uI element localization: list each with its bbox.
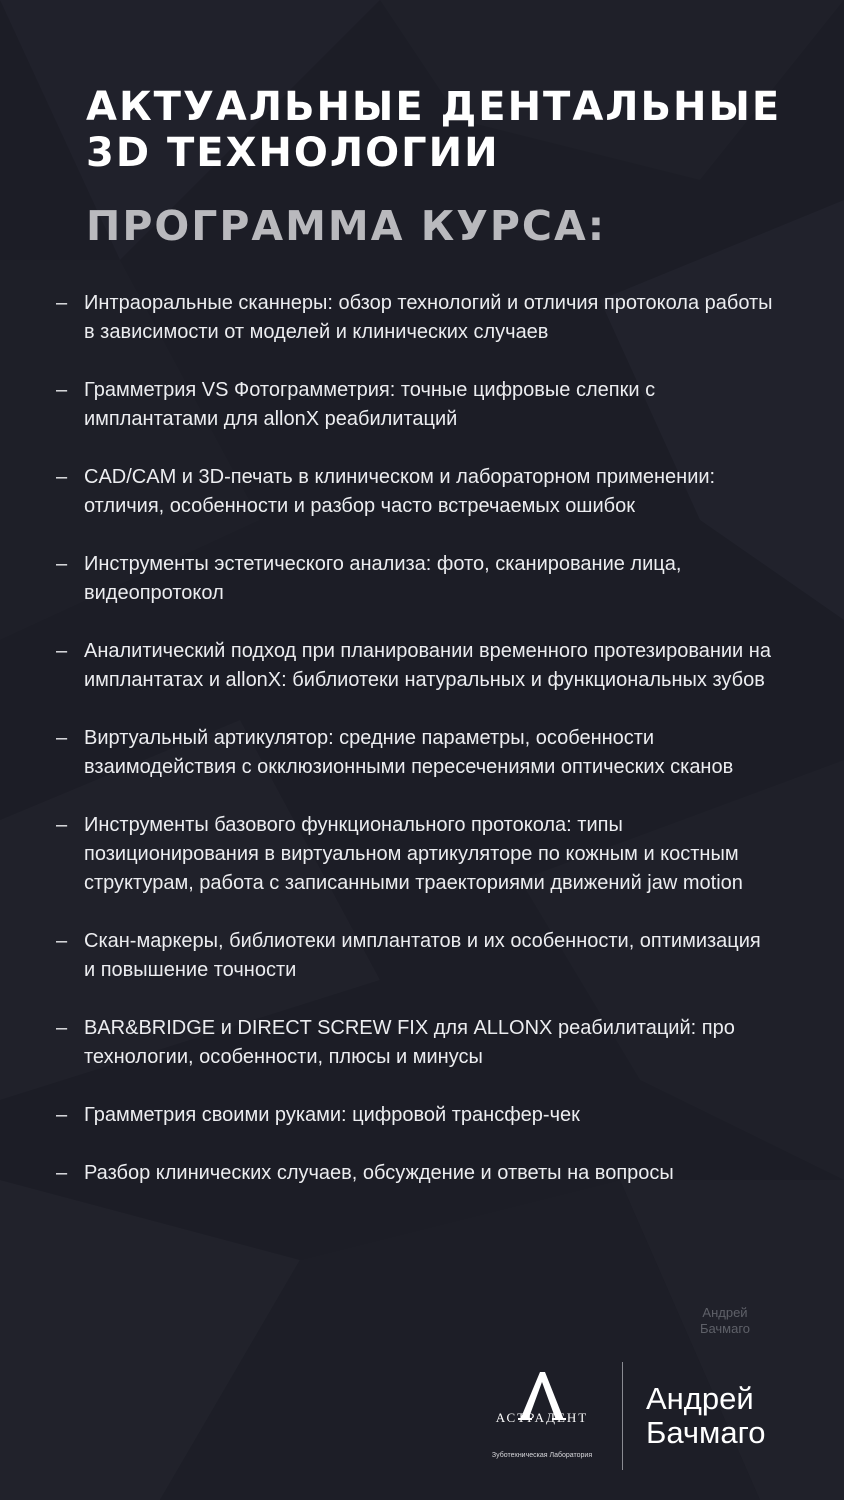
- program-item-5: [56, 637, 776, 695]
- dash-bullet: –: [56, 379, 68, 401]
- logo-tagline: Зуботехническая Лаборатория: [491, 1452, 593, 1459]
- program-item-text: Интраоральные сканнеры: обзор технологий и отличия протокола работы в зависимости от моделей и клинических случаев: [84, 292, 773, 343]
- course-title: [86, 84, 786, 176]
- dash-bullet: –: [56, 1017, 68, 1039]
- author-first-name: Андрей: [646, 1381, 754, 1416]
- program-item-11: [56, 1159, 776, 1188]
- program-item-text: Инструменты эстетического анализа: фото, сканирование лица, видеопротокол: [84, 553, 682, 604]
- program-item-3: [56, 463, 776, 521]
- program-item-text: BAR&BRIDGE и DIRECT SCREW FIX для ALLONX реабилитаций: про технологии, особенности, плюсы и минусы: [84, 1017, 735, 1068]
- program-item-6: [56, 724, 776, 782]
- author-name: [646, 1382, 765, 1450]
- astradent-logo: [486, 1370, 598, 1464]
- program-list: [56, 289, 776, 1217]
- program-item-text: Грамметрия VS Фотограмметрия: точные цифровые слепки с имплантатами для allonX реабилитаций: [84, 379, 656, 430]
- dash-bullet: –: [56, 553, 68, 575]
- footer-divider: [622, 1362, 623, 1470]
- watermark-line2: Бачмаго: [699, 1321, 751, 1336]
- program-item-9: [56, 1014, 776, 1072]
- program-item-7: [56, 811, 776, 898]
- program-item-text: Виртуальный артикулятор: средние параметры, особенности взаимодействия с окклюзионными пересечениями оптических сканов: [84, 727, 734, 778]
- dash-bullet: –: [56, 640, 68, 662]
- dash-bullet: –: [56, 1104, 68, 1126]
- watermark-line1: Андрей: [702, 1305, 748, 1320]
- course-title-line2: 3D ТЕХНОЛОГИИ: [86, 130, 500, 176]
- program-item-text: Грамметрия своими руками: цифровой трансфер-чек: [84, 1104, 580, 1126]
- author-watermark: [690, 1305, 760, 1337]
- dash-bullet: –: [56, 292, 68, 314]
- dash-bullet: –: [56, 930, 68, 952]
- dash-bullet: –: [56, 1162, 68, 1184]
- program-heading: ПРОГРАММА КУРСА:: [86, 202, 607, 250]
- dash-bullet: –: [56, 814, 68, 836]
- program-item-2: [56, 376, 776, 434]
- dash-bullet: –: [56, 727, 68, 749]
- logo-name: АСТРАДЕНТ: [495, 1410, 589, 1425]
- program-item-10: [56, 1101, 776, 1130]
- footer-branding: [486, 1362, 806, 1472]
- program-item-text: Аналитический подход при планировании временного протезировании на имплантатах и allonX: библиотеки натуральных и функциональных зубов: [84, 640, 771, 691]
- program-item-text: Разбор клинических случаев, обсуждение и ответы на вопросы: [84, 1162, 674, 1184]
- program-item-1: [56, 289, 776, 347]
- author-last-name: Бачмаго: [646, 1415, 766, 1450]
- program-item-text: CAD/CAM и 3D-печать в клиническом и лабораторном применении: отличия, особенности и разбор часто встречаемых ошибок: [84, 466, 716, 517]
- dash-bullet: –: [56, 466, 68, 488]
- program-item-text: Инструменты базового функционального протокола: типы позиционирования в виртуальном артикуляторе по кожным и костным структурам, работа с записанными траекториями движений jaw motion: [84, 814, 743, 894]
- course-title-line1: АКТУАЛЬНЫЕ ДЕНТАЛЬНЫЕ: [86, 84, 782, 130]
- program-item-text: Скан-маркеры, библиотеки имплантатов и их особенности, оптимизация и повышение точности: [84, 930, 761, 981]
- program-item-8: [56, 927, 776, 985]
- program-item-4: [56, 550, 776, 608]
